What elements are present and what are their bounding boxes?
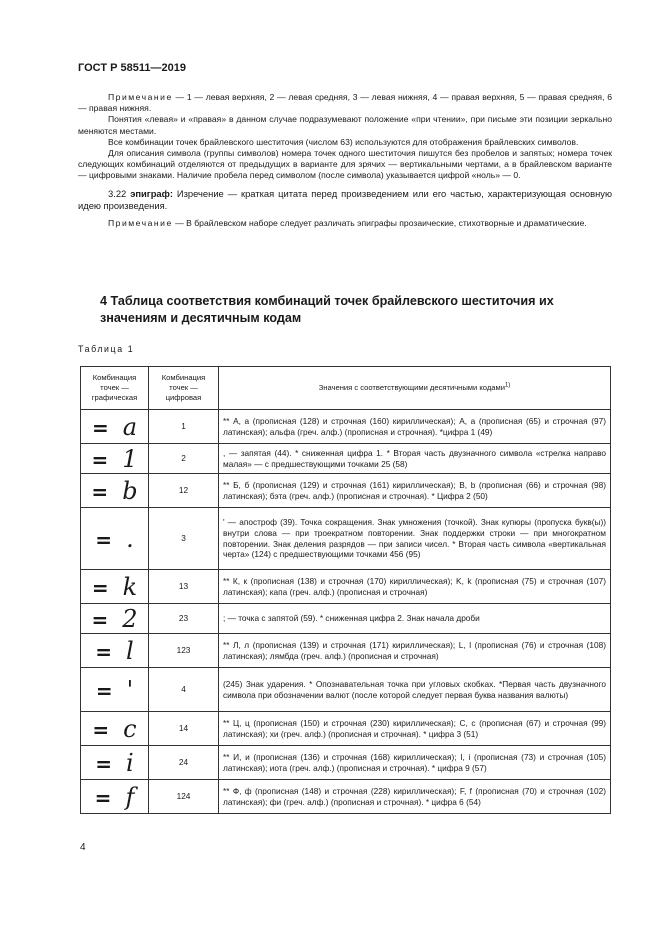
braille-graphic-cell xyxy=(81,570,149,604)
equals-sign: = xyxy=(92,717,110,742)
table-body xyxy=(81,410,611,814)
note-1-text: — 1 — левая верхняя, 2 — левая средняя, 3 — левая нижняя, 4 — правая верхняя, 5 — правая средняя, 6 — правая нижняя. xyxy=(78,92,612,114)
value-description-cell: ** Ц, ц (прописная (150) и строчная (230) кириллическая); C, c (прописная (67) и строчная (99) латинская); хи (греч. алф.) (прописная и строчная). * цифра 3 (51) xyxy=(219,712,611,746)
dot-code-cell: 23 xyxy=(149,604,219,634)
dot-code-cell: 12 xyxy=(149,474,219,508)
paragraph-description: Для описания символа (группы символов) номера точек одного шеститочия пишутся без пробелов и запятых; номера точек следующих комбинаций отделяются от предыдущих в варианте для зрячих — вертикальными чертами, а в брайлевском варианте — цифровыми знаками. Наличие пробела перед символом (после символа) указывается цифрой «ноль» — 0. xyxy=(78,148,612,181)
braille-graphic-cell xyxy=(81,780,149,814)
value-description-cell: ** Ф, ф (прописная (148) и строчная (228) кириллическая); F, f (прописная (70) и строчная (102) латинская); фи (греч. алф.) (прописная и строчная). * цифра 6 (54) xyxy=(219,780,611,814)
table-header-row xyxy=(81,367,611,410)
value-description-cell: ** Л, л (прописная (139) и строчная (171) кириллическая); L, l (прописная (76) и строчная (108) латинская); лямбда (греч. алф.) (прописная и строчная) xyxy=(219,634,611,668)
equals-sign: = xyxy=(91,607,109,632)
braille-graphic-cell xyxy=(81,474,149,508)
document-header: ГОСТ Р 58511—2019 xyxy=(78,62,186,74)
header-digital: Комбинация точек — цифровая xyxy=(149,367,219,410)
header-footnote: 1) xyxy=(504,382,511,389)
braille-glyph: i xyxy=(126,748,134,777)
braille-glyph: . xyxy=(126,524,134,553)
table-row xyxy=(81,570,611,604)
braille-glyph: a xyxy=(122,412,138,441)
page-number: 4 xyxy=(80,842,86,853)
dot-code-cell: 4 xyxy=(149,668,219,712)
braille-graphic-cell xyxy=(81,746,149,780)
equals-sign: = xyxy=(95,527,113,552)
note-2-text: — В брайлевском наборе следует различать эпиграфы прозаические, стихотворные и драматические. xyxy=(172,218,587,229)
header-values: Значения с соответствующими десятичными кодами$^{1)}$ xyxy=(219,367,611,410)
braille-glyph: ' xyxy=(126,675,134,704)
value-description-cell: ** А, а (прописная (128) и строчная (160) кириллическая); A, a (прописная (65) и строчная (97) латинская); альфа (греч. алф.) (прописная и строчная). *цифра 1 (49) xyxy=(219,410,611,444)
braille-graphic-cell xyxy=(81,508,149,570)
braille-glyph: 2 xyxy=(122,604,138,633)
braille-graphic-cell xyxy=(81,668,149,712)
table-row xyxy=(81,410,611,444)
equals-sign: = xyxy=(95,639,113,664)
braille-glyph: k xyxy=(122,572,138,601)
section-title: Таблица соответствия комбинаций точек брайлевского шеститочия их значениям и десятичным кодам xyxy=(100,294,554,325)
note-1-label: Примечание xyxy=(108,92,173,102)
braille-glyph: c xyxy=(123,714,137,743)
dot-code-cell: 1 xyxy=(149,410,219,444)
braille-glyph: b xyxy=(122,476,138,505)
table-row xyxy=(81,668,611,712)
dot-code-cell: 124 xyxy=(149,780,219,814)
paragraph-combinations: Все комбинации точек брайлевского шеститочия (числом 63) используются для отображения брайлевских символов. xyxy=(108,136,579,147)
braille-graphic-cell xyxy=(81,410,149,444)
dot-code-cell: 14 xyxy=(149,712,219,746)
paragraph-left-right: Понятия «левая» и «правая» в данном случае подразумевают положение «при чтении», при письме эти позиции зеркально меняются местами. xyxy=(78,114,612,136)
table-row xyxy=(81,604,611,634)
note-1 xyxy=(78,92,612,114)
table-row xyxy=(81,712,611,746)
table-row xyxy=(81,474,611,508)
definition-number: 3.22 xyxy=(108,187,127,199)
dot-code-cell: 2 xyxy=(149,444,219,474)
section-number: 4 xyxy=(100,294,108,308)
equals-sign: = xyxy=(95,678,113,703)
braille-graphic-cell xyxy=(81,712,149,746)
equals-sign: = xyxy=(95,751,113,776)
equals-sign: = xyxy=(91,479,109,504)
definition-epigraph xyxy=(78,188,612,213)
value-description-cell: ** И, и (прописная (136) и строчная (168) кириллическая); I, i (прописная (73) и строчная (105) латинская); иота (греч. алф.) (прописная и строчная). * цифра 9 (57) xyxy=(219,746,611,780)
braille-graphic-cell xyxy=(81,444,149,474)
braille-glyph: 1 xyxy=(122,444,138,473)
value-description-cell: ' — апостроф (39). Точка сокращения. Знак умножения (точкой). Знак купюры (пропуска букв(ы)) внутри слова — при троекратном повторении. Знак поддержки строки — при многократном повторении. Знак деления разрядов — при записи чисел. * Вторая часть символа «вертикальная черта» (124) с предшествующими точками 456 (95) xyxy=(219,508,611,570)
braille-table xyxy=(80,366,611,814)
table-row xyxy=(81,746,611,780)
braille-graphic-cell xyxy=(81,604,149,634)
value-description-cell: ** Б, б (прописная (129) и строчная (161) кириллическая); B, b (прописная (66) и строчная (98) латинская); бэта (греч. алф.) (прописная и строчная). * Цифра 2 (50) xyxy=(219,474,611,508)
definition-term: эпиграф: xyxy=(130,187,173,199)
equals-sign: = xyxy=(91,415,109,440)
dot-code-cell: 123 xyxy=(149,634,219,668)
definition-text: Изречение — краткая цитата перед произведением или его частью, характеризующая основную идею произведения. xyxy=(78,187,613,212)
value-description-cell: (245) Знак ударения. * Опознавательная точка при угловых скобках. *Первая часть двузначного символа при обозначении валют (после которой следует первая буква названия валюты) xyxy=(219,668,611,712)
table-label: Таблица 1 xyxy=(78,344,135,354)
notes-block xyxy=(78,92,612,230)
equals-sign: = xyxy=(91,447,109,472)
note-2-label: Примечание xyxy=(108,218,173,229)
table-row xyxy=(81,780,611,814)
equals-sign: = xyxy=(94,785,112,810)
table-row xyxy=(81,444,611,474)
header-graphic: Комбинация точек — графическая xyxy=(81,367,149,410)
value-description-cell: ; — точка с запятой (59). * сниженная цифра 2. Знак начала дроби xyxy=(219,604,611,634)
dot-code-cell: 13 xyxy=(149,570,219,604)
note-2 xyxy=(78,218,612,229)
braille-glyph: l xyxy=(126,636,134,665)
equals-sign: = xyxy=(91,575,109,600)
dot-code-cell: 3 xyxy=(149,508,219,570)
value-description-cell: , — запятая (44). * сниженная цифра 1. * Вторая часть двузначного символа «стрелка направо малая» — с предшествующими точками 25 (58) xyxy=(219,444,611,474)
braille-glyph: f xyxy=(125,782,135,811)
value-description-cell: ** К, к (прописная (138) и строчная (170) кириллическая); K, k (прописная (75) и строчная (107) латинская); капа (греч. алф.) (прописная и строчная) xyxy=(219,570,611,604)
section-heading xyxy=(100,293,600,327)
table-row xyxy=(81,634,611,668)
braille-graphic-cell xyxy=(81,634,149,668)
dot-code-cell: 24 xyxy=(149,746,219,780)
table-row xyxy=(81,508,611,570)
